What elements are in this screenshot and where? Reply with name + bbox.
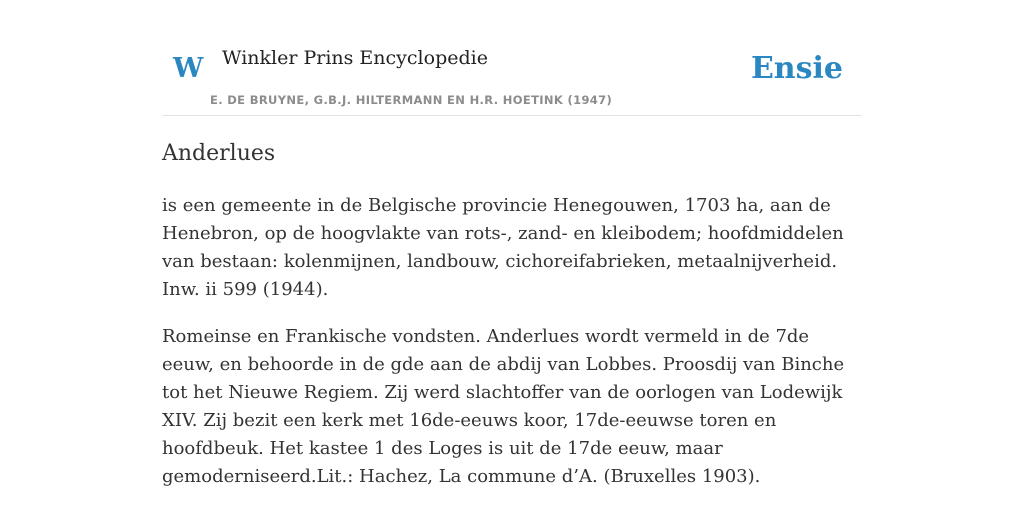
ensie-logo[interactable]: Ensie	[750, 51, 843, 86]
publication-authors: E. DE BRUYNE, G.B.J. HILTERMANN EN H.R. HOETINK (1947)	[210, 93, 613, 107]
publication-title[interactable]: Winkler Prins Encyclopedie	[222, 47, 488, 69]
site-header	[162, 40, 862, 116]
entry-body	[162, 192, 862, 510]
winkler-prins-logo[interactable]: W	[173, 53, 204, 84]
entry-title: Anderlues	[162, 141, 276, 166]
entry-paragraph: Romeinse en Frankische vondsten. Anderlues wordt vermeld in de 7de eeuw, en behoorde in de gde aan de abdij van Lobbes. Proosdij van Binche tot het Nieuwe Regiem. Zij werd slachtoffer van de oorlogen van Lodewijk XIV. Zij bezit een kerk met 16de-eeuws koor, 17de-eeuwse toren en hoofdbeuk. Het kastee 1 des Loges is uit de 17de eeuw, maar gemoderniseerd.Lit.: Hachez, La commune d’A. (Bruxelles 1903).	[162, 326, 845, 487]
entry-paragraph: is een gemeente in de Belgische provincie Henegouwen, 1703 ha, aan de Henebron, op de hoogvlakte van rots-, zand- en kleibodem; hoofdmiddelen van bestaan: kolenmijnen, landbouw, cichoreifabrieken, metaalnijverheid. Inw. ii 599 (1944).	[162, 195, 844, 300]
